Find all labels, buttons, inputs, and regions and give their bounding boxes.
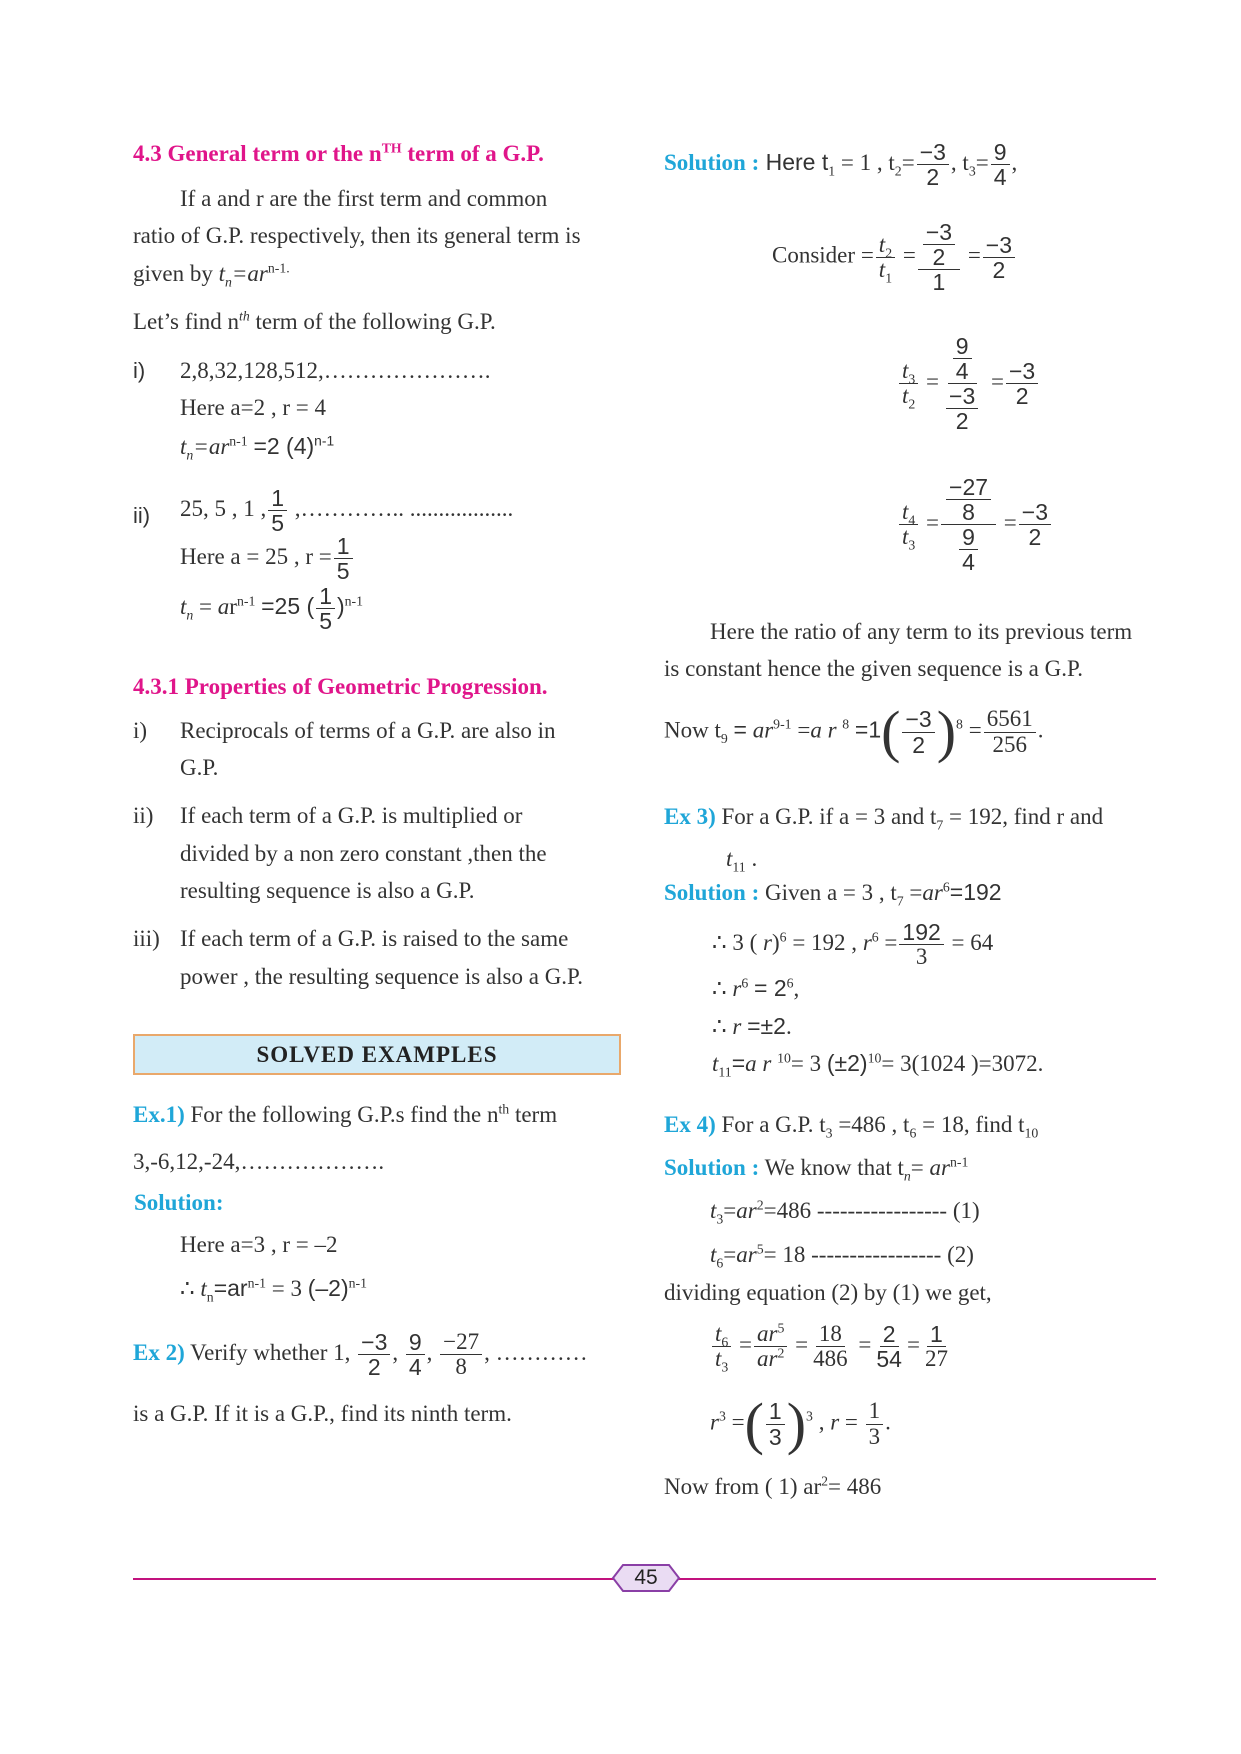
example-4-r-value: $r^3$ =( $\frac{1}{3}$ )$^3$ , r = $\frac{1}{3}$ . bbox=[710, 1391, 891, 1456]
example-1-formula: ∴ $t_n=ar^{n-1} = 3$ $(-2)^{n-1}$ bbox=[180, 1275, 368, 1305]
ratio-explanation-line-1: Here the ratio of any term to its previous term bbox=[710, 619, 1133, 644]
example-2-line-2: is a G.P. If it is a G.P., find its ninth term. bbox=[133, 1401, 512, 1426]
ratio-t4-t3: $\frac{t_4}{t_3}$ = $\frac{\frac{-27}{8}}{\frac{9}{4}}$ = $\frac{-3}{2}$ bbox=[897, 475, 1053, 575]
example-ii-formula: $t_n = ar^{n-1} =25$ ( $\frac{1}{5}$ )$^{n-1}$ bbox=[180, 583, 364, 635]
property-1-line-2: G.P. bbox=[180, 755, 219, 780]
ratio-t2-t1: Consider = $\frac{t_2}{t_1}$ = $\frac{\frac{-3}{2}}{1}$ = $\frac{-3}{2}$ bbox=[772, 220, 1017, 294]
example-ii-here: Here a = 25 , r = $\frac{1}{5}$ bbox=[180, 534, 355, 583]
ninth-term-formula: Now $t_9 = ar^{9-1} =a$ r $^8$ =1( $\frac{-3}{2}$ )$^8$ = $\frac{6561}{256}$ . bbox=[664, 699, 1044, 764]
example-1-solution-label: Solution: bbox=[134, 1190, 224, 1215]
property-2-line-2: divided by a non zero constant ,then the bbox=[180, 841, 547, 866]
section-title: 4.3 General term or the $n^{TH}$ term of a G.P. bbox=[133, 140, 544, 166]
example-ii-sequence: 25, 5 , 1 , $\frac{1}{5}$ ,………….. .................. bbox=[180, 485, 514, 537]
ratio-explanation-line-2: is constant hence the given sequence is a G.P. bbox=[664, 656, 1083, 681]
lets-find-text: Let’s find $n^{th}$ term of the following G.P. bbox=[133, 308, 496, 334]
solved-examples-banner: SOLVED EXAMPLES bbox=[133, 1034, 621, 1075]
example-3-solution: Solution : Given a = 3 , $t_7 =ar^6=192$ bbox=[664, 879, 1002, 909]
example-i-formula: $t_n=ar^{n-1} =2$ $(4)^{n-1}$ bbox=[180, 433, 335, 463]
example-2-heading: Ex 2) Verify whether 1, $\frac{-3}{2}$ , $\frac{9}{4}$ , $\frac{-27}{8}$ , ………… bbox=[133, 1329, 588, 1381]
example-3-step-3: ∴ r =±2. bbox=[712, 1013, 792, 1039]
property-2-line-1: If each term of a G.P. is multiplied or bbox=[180, 803, 523, 828]
example-4-division: $\frac{t_6}{t_3}$ = $\frac{ar^5}{ar^2}$ = $\frac{18}{486}$ = $\frac{2}{54}$ = $\frac{1}{27}$ bbox=[710, 1322, 953, 1371]
property-1-line-1: Reciprocals of terms of a G.P. are also in bbox=[180, 718, 556, 743]
property-2-line-3: resulting sequence is also a G.P. bbox=[180, 878, 475, 903]
intro-line-1: If a and r are the first term and common bbox=[180, 186, 548, 211]
example-i-number: i) bbox=[133, 358, 146, 383]
property-2-number: ii) bbox=[133, 803, 154, 828]
footer-rule-right bbox=[678, 1578, 1156, 1580]
example-ii-number: ii) bbox=[133, 503, 151, 528]
example-4-now-from: Now from ( 1) $ar^2= 486$ bbox=[664, 1473, 882, 1499]
example-1-here: Here a=3 , r = –2 bbox=[180, 1232, 338, 1257]
property-3-number: iii) bbox=[133, 926, 160, 951]
intro-line-3: given by $t_n=ar^{n-1.}$ bbox=[133, 260, 290, 290]
example-i-here: Here a=2 , r = 4 bbox=[180, 395, 326, 420]
property-3-line-2: power , the resulting sequence is also a G.P. bbox=[180, 964, 584, 989]
example-3-step-4: $t_{11}=a$ r $^{10}$= 3 $(\pm 2)^{10}= 3(1024$ )=3072. bbox=[712, 1050, 1044, 1080]
page-number: 45 bbox=[634, 1566, 658, 1589]
example-4-equation-1: $t_3=ar^2=486$ ----------------- (1) bbox=[710, 1197, 980, 1227]
properties-title: 4.3.1 Properties of Geometric Progression. bbox=[133, 674, 548, 699]
example-3-heading: Ex 3) For a G.P. if a = 3 and $t_7 = 192$, find r and bbox=[664, 804, 1104, 833]
example-4-equation-2: $t_6=ar^5= 18$ ----------------- (2) bbox=[710, 1241, 974, 1271]
example-3-step-1: ∴ 3 ( r)$^6$ = 192 , $r^6$ = $\frac{192}{3}$ = 64 bbox=[712, 919, 994, 970]
property-3-line-1: If each term of a G.P. is raised to the same bbox=[180, 926, 569, 951]
example-1-sequence: 3,-6,12,-24,………………. bbox=[133, 1149, 385, 1174]
example-4-heading: Ex 4) For a G.P. $t_3 =486$ , $t_6 = 18$, find $t_{10}$ bbox=[664, 1112, 1039, 1141]
footer-rule-left bbox=[133, 1578, 614, 1580]
example-1-heading: Ex.1) For the following G.P.s find the $n^{th}$ term bbox=[133, 1101, 558, 1127]
intro-line-2: ratio of G.P. respectively, then its general term is bbox=[133, 223, 581, 248]
property-1-number: i) bbox=[133, 718, 148, 743]
example-3-step-2: ∴ $r^6 = 2^6$, bbox=[712, 975, 800, 1001]
example-4-solution: Solution : We know that $t_n= ar^{n-1}$ bbox=[664, 1154, 969, 1184]
example-2-solution-given: Solution : Here $t_1 = 1$ , $t_2=$ $\frac{-3}{2}$ , $t_3=$ $\frac{9}{4}$ , bbox=[664, 139, 1018, 191]
example-4-dividing-text: dividing equation (2) by (1) we get, bbox=[664, 1280, 992, 1305]
example-3-t11: $t_{11}$ . bbox=[726, 846, 758, 875]
ratio-t3-t2: $\frac{t_3}{t_2}$ = $\frac{\frac{9}{4}}{\frac{-3}{2}}$ = $\frac{-3}{2}$ bbox=[897, 334, 1040, 434]
example-i-sequence: 2,8,32,128,512,…………………. bbox=[180, 358, 491, 383]
